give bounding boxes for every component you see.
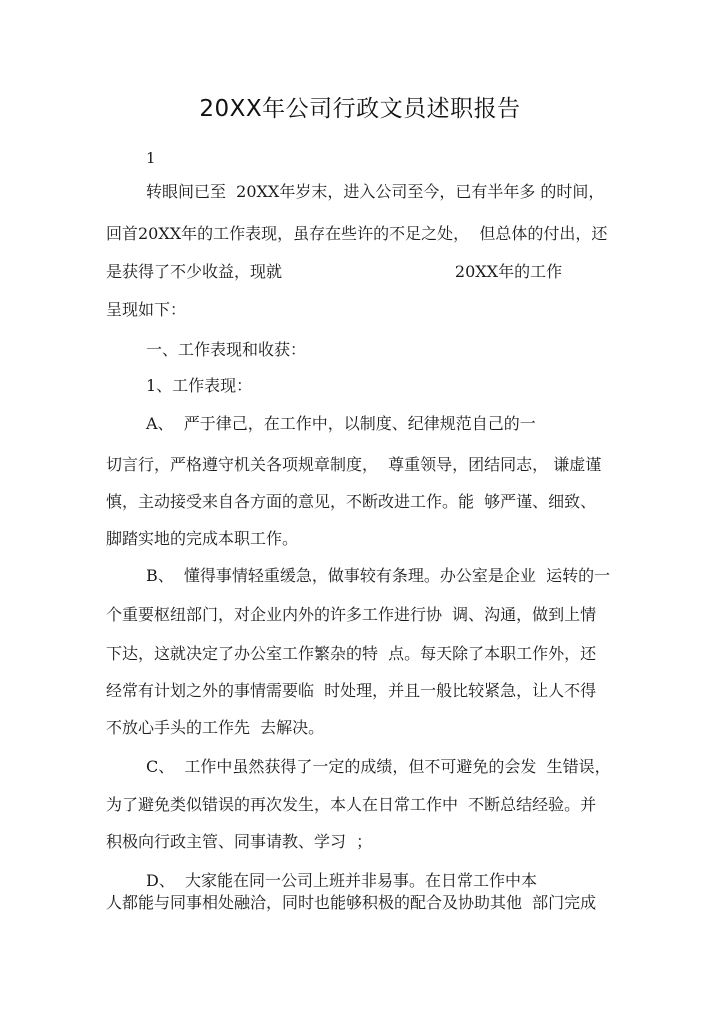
paragraph-line: A、 严于律己，在工作中，以制度、纪律规范自己的一 (146, 414, 536, 433)
paragraph-line: 转眼间已至 20XX年岁末，进入公司至今，已有半年多 的时间， (146, 182, 605, 201)
paragraph-line: B、 懂得事情轻重缓急，做事较有条理。办公室是企业 运转的一 (146, 566, 611, 585)
paragraph-line: 切言行，严格遵守机关各项规章制度， 尊重领导，团结同志， 谦虚谨 (106, 455, 602, 474)
paragraph-line: 不放心手头的工作先 去解决。 (106, 718, 325, 737)
paragraph-line: 积极向行政主管、同事请教、学习 ； (106, 832, 373, 851)
paragraph-line: D、 大家能在同一公司上班并非易事。在日常工作中本 (146, 871, 538, 890)
section-heading: 一、工作表现和收获： (146, 340, 307, 359)
document-title: 20XX年公司行政文员述职报告 (199, 96, 521, 122)
paragraph-line: 经常有计划之外的事情需要临 时处理，并且一般比较紧急，让人不得 (106, 681, 597, 700)
paragraph-line: 呈现如下： (106, 300, 187, 319)
paragraph-line: 慎，主动接受来自各方面的意见，不断改进工作。能 够严谨、细致、 (106, 492, 597, 511)
paragraph-line: 下达，这就决定了办公室工作繁杂的特 点。每天除了本职工作外，还 (106, 644, 597, 663)
paragraph-line: 个重要枢纽部门，对企业内外的许多工作进行协 调、沟通，做到上情 (106, 605, 597, 624)
paragraph-line: 回首20XX年的工作表现，虽存在些许的不足之处， 但总体的付出，还 (106, 224, 608, 243)
paragraph-line: 人都能与同事相处融洽，同时也能够积极的配合及协助其他 部门完成 (106, 893, 597, 912)
subsection-heading: 1、工作表现： (146, 376, 253, 395)
paragraph-line: 是获得了不少收益，现就 20XX年的工作 (106, 262, 563, 281)
paragraph-line: C、 工作中虽然获得了一定的成绩，但不可避免的会发 生错误， (146, 757, 611, 776)
page-number: 1 (146, 149, 156, 167)
paragraph-line: 脚踏实地的完成本职工作。 (106, 529, 299, 548)
paragraph-line: 为了避免类似错误的再次发生，本人在日常工作中 不断总结经验。并 (106, 795, 597, 814)
